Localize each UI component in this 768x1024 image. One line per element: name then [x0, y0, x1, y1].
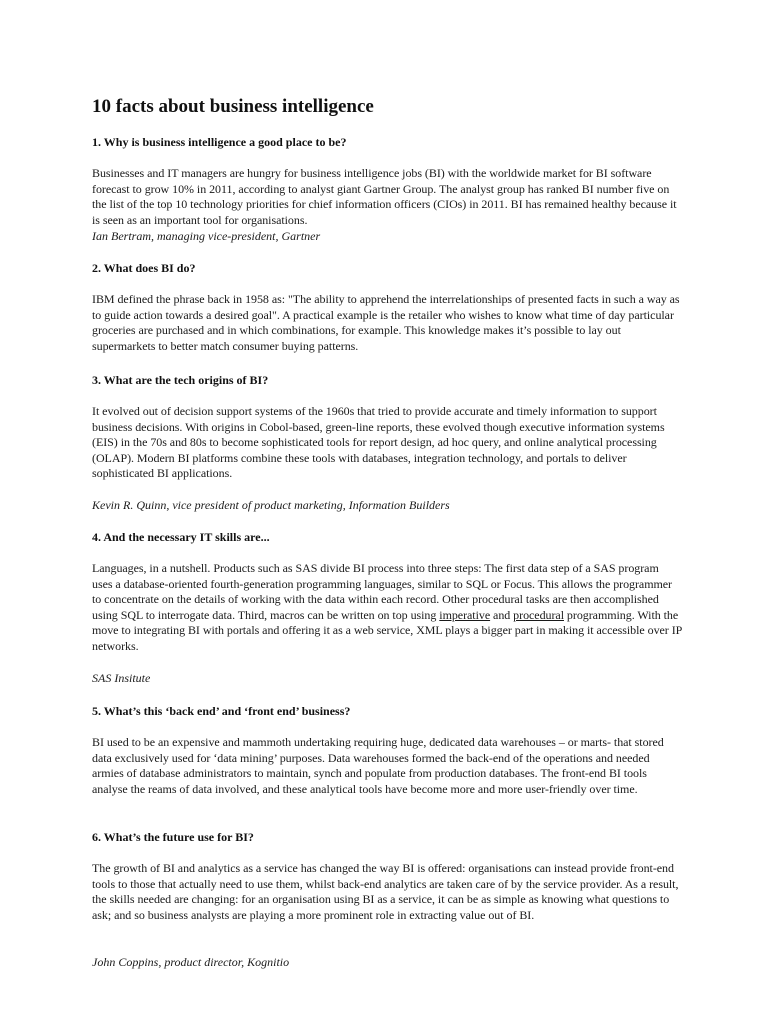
section-3-body — [92, 404, 682, 482]
section-attribution: John Coppins, product director, Kognitio — [92, 955, 290, 969]
section-body-text: Languages, in a nutshell. Products such as SAS divide BI process into three steps: The first data step of a SAS program uses a database-oriented fourth-generation programming languages, similar to SQL or Focus. This allows the programmer to concentrate on the details of working with the data within each record. Other procedural tasks are then accomplished using SQL to interrogate data. Third, macros can be written on top using — [92, 561, 673, 622]
section-1-body — [92, 166, 682, 244]
section-question: 3. What are the tech origins of BI? — [92, 373, 269, 387]
section-body-text: and — [490, 607, 514, 622]
section-attribution: Kevin R. Quinn, vice president of product marketing, Information Builders — [92, 498, 450, 512]
section-body-text: programming. With the move to integrating BI with portals and offering it as a web service, XML plays a bigger part in making it accessible over IP networks. — [92, 607, 682, 653]
section-body: IBM defined the phrase back in 1958 as: "The ability to apprehend the interrelationships of presented facts in such a way as to guide action towards a desired goal". A practical example is the retailer who wishes to know what time of day particular groceries are purchased and in which combinations, for example. This knowledge makes it’s possible to lay out supermarkets to better match consumer buying patterns. — [92, 292, 680, 353]
section-6-attribution-block — [92, 954, 682, 970]
section-2 — [92, 260, 682, 276]
section-attribution: Ian Bertram, managing vice-president, Gartner — [92, 229, 321, 243]
section-5-body — [92, 735, 682, 797]
section-question: 6. What’s the future use for BI? — [92, 830, 254, 844]
procedural-link[interactable]: procedural — [513, 607, 564, 622]
section-body: It evolved out of decision support systems of the 1960s that tried to provide accurate and timely information to support business decisions. With origins in Cobol-based, green-line reports, these evolved though executive information systems (EIS) in the 70s and 80s to become sophisticated tools for report design, ad hoc query, and online analytical processing (OLAP). Modern BI platforms combine these tools with databases, integration technology, and portals to deliver sophisticated BI applications. — [92, 404, 665, 480]
section-question: 2. What does BI do? — [92, 261, 196, 275]
section-body: Businesses and IT managers are hungry for business intelligence jobs (BI) with the worldwide market for BI software forecast to grow 10% in 2011, according to analyst giant Gartner Group. The analyst group has ranked BI number five on the list of the top 10 technology priorities for chief information officers (CIOs) in 2011. BI has remained healthy because it is seen as an important tool for organisations. — [92, 166, 677, 227]
section-body: BI used to be an expensive and mammoth undertaking requiring huge, dedicated data warehouses – or marts- that stored data exclusively used for ‘data mining’ purposes. Data warehouses formed the back-end of the operations and needed armies of database administrators to maintain, synch and populate from production databases. The front-end BI tools analyse the reams of data involved, and these analytical tools have become more and more user-friendly over time. — [92, 735, 664, 796]
section-4-body — [92, 561, 682, 654]
section-4-attribution-block — [92, 670, 682, 686]
section-3-attribution-block — [92, 497, 682, 513]
section-6-body — [92, 861, 682, 923]
section-body: The growth of BI and analytics as a service has changed the way BI is offered: organisations can instead provide front-end tools to those that actually need to use them, whilst back-end analytics are taken care of by the service provider. As a result, the skills needed are changing: for an organisation using BI as a service, it can be as simple as knowing what questions to ask; and so business analysts are playing a more prominent role in extracting value out of BI. — [92, 861, 679, 922]
section-question: 4. And the necessary IT skills are... — [92, 530, 270, 544]
section-2-body — [92, 292, 682, 354]
imperative-link[interactable]: imperative — [439, 607, 491, 622]
section-5 — [92, 703, 682, 719]
section-attribution: SAS Insitute — [92, 671, 151, 685]
section-question: 1. Why is business intelligence a good place to be? — [92, 135, 347, 149]
page-title: 10 facts about business intelligence — [92, 96, 374, 117]
section-4 — [92, 529, 682, 545]
section-question: 5. What’s this ‘back end’ and ‘front end’ business? — [92, 704, 351, 718]
section-1 — [92, 134, 682, 150]
section-6 — [92, 829, 682, 845]
section-3 — [92, 372, 682, 388]
section-body — [92, 561, 682, 654]
